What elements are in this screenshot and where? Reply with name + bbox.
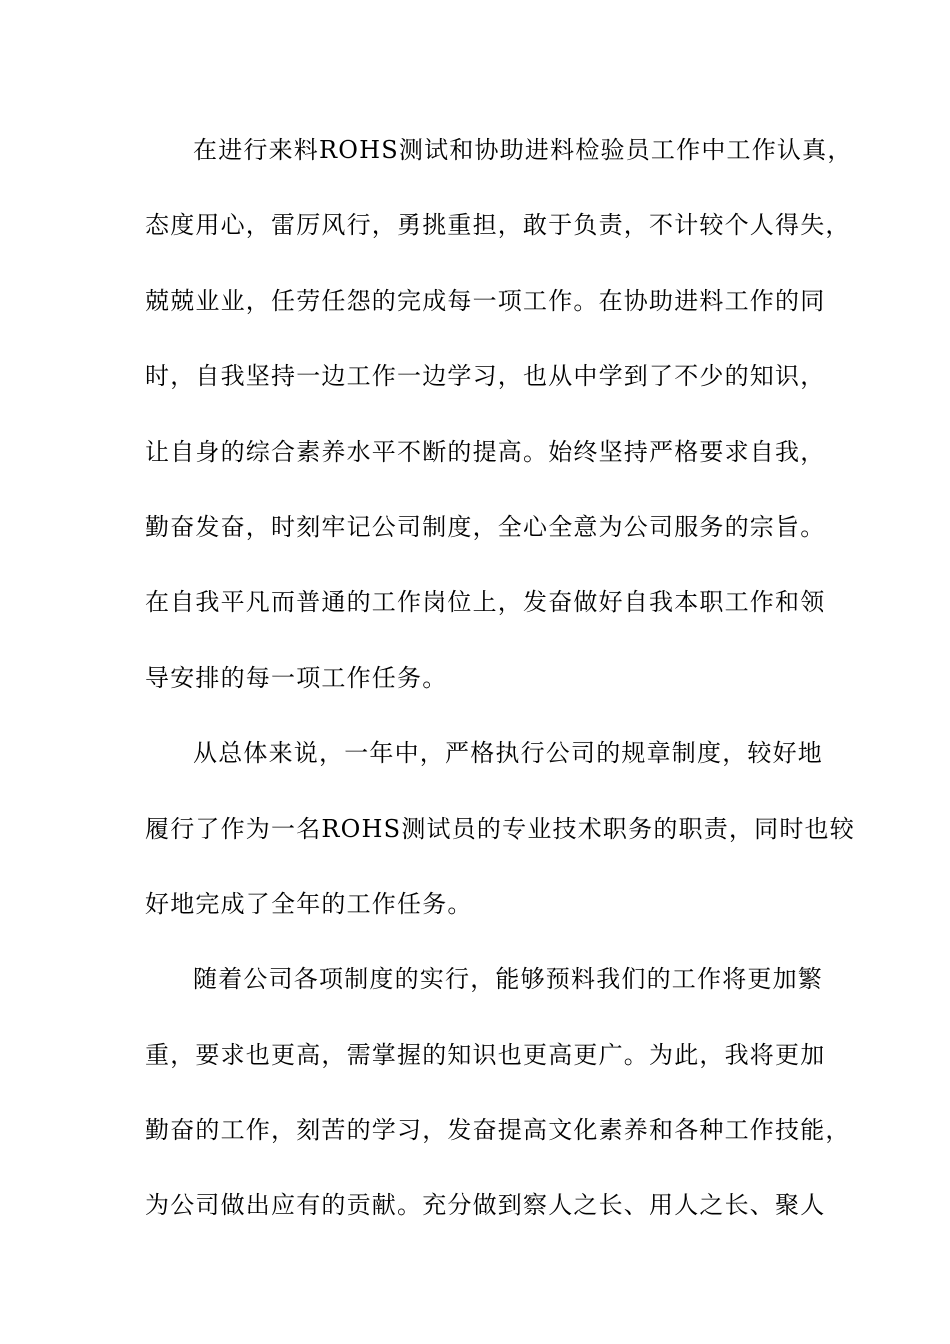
text-line: 在进行来料ROHS测试和协助进料检验员工作中工作认真， — [193, 136, 853, 164]
text-line: 随着公司各项制度的实行，能够预料我们的工作将更加繁 — [193, 965, 823, 994]
text-line: 态度用心，雷厉风行，勇挑重担，敢于负责，不计较个人得失， — [145, 211, 851, 240]
text-line: 时，自我坚持一边工作一边学习，也从中学到了不少的知识， — [145, 362, 826, 391]
document-body — [145, 131, 855, 1262]
text-line: 为公司做出应有的贡献。充分做到察人之长、用人之长、聚人 — [145, 1191, 826, 1220]
paragraph-1 — [145, 131, 853, 697]
text-line: 勤奋的工作，刻苦的学习，发奋提高文化素养和各种工作技能， — [145, 1116, 851, 1145]
text-line: 勤奋发奋，时刻牢记公司制度，全心全意为公司服务的宗旨。 — [145, 512, 826, 541]
text-line: 履行了作为一名ROHS测试员的专业技术职务的职责，同时也较 — [145, 814, 855, 843]
text-line: 在自我平凡而普通的工作岗位上，发奋做好自我本职工作和领 — [145, 588, 826, 617]
text-line: 好地完成了全年的工作任务。 — [145, 889, 473, 918]
text-line: 导安排的每一项工作任务。 — [145, 663, 448, 692]
text-line: 从总体来说，一年中，严格执行公司的规章制度，较好地 — [193, 739, 823, 768]
paragraph-2 — [145, 734, 855, 923]
text-line: 让自身的综合素养水平不断的提高。始终坚持严格要求自我， — [145, 437, 826, 466]
paragraph-3 — [145, 960, 851, 1224]
text-line: 兢兢业业，任劳任怨的完成每一项工作。在协助进料工作的同 — [145, 286, 826, 315]
text-line: 重，要求也更高，需掌握的知识也更高更广。为此，我将更加 — [145, 1040, 826, 1069]
